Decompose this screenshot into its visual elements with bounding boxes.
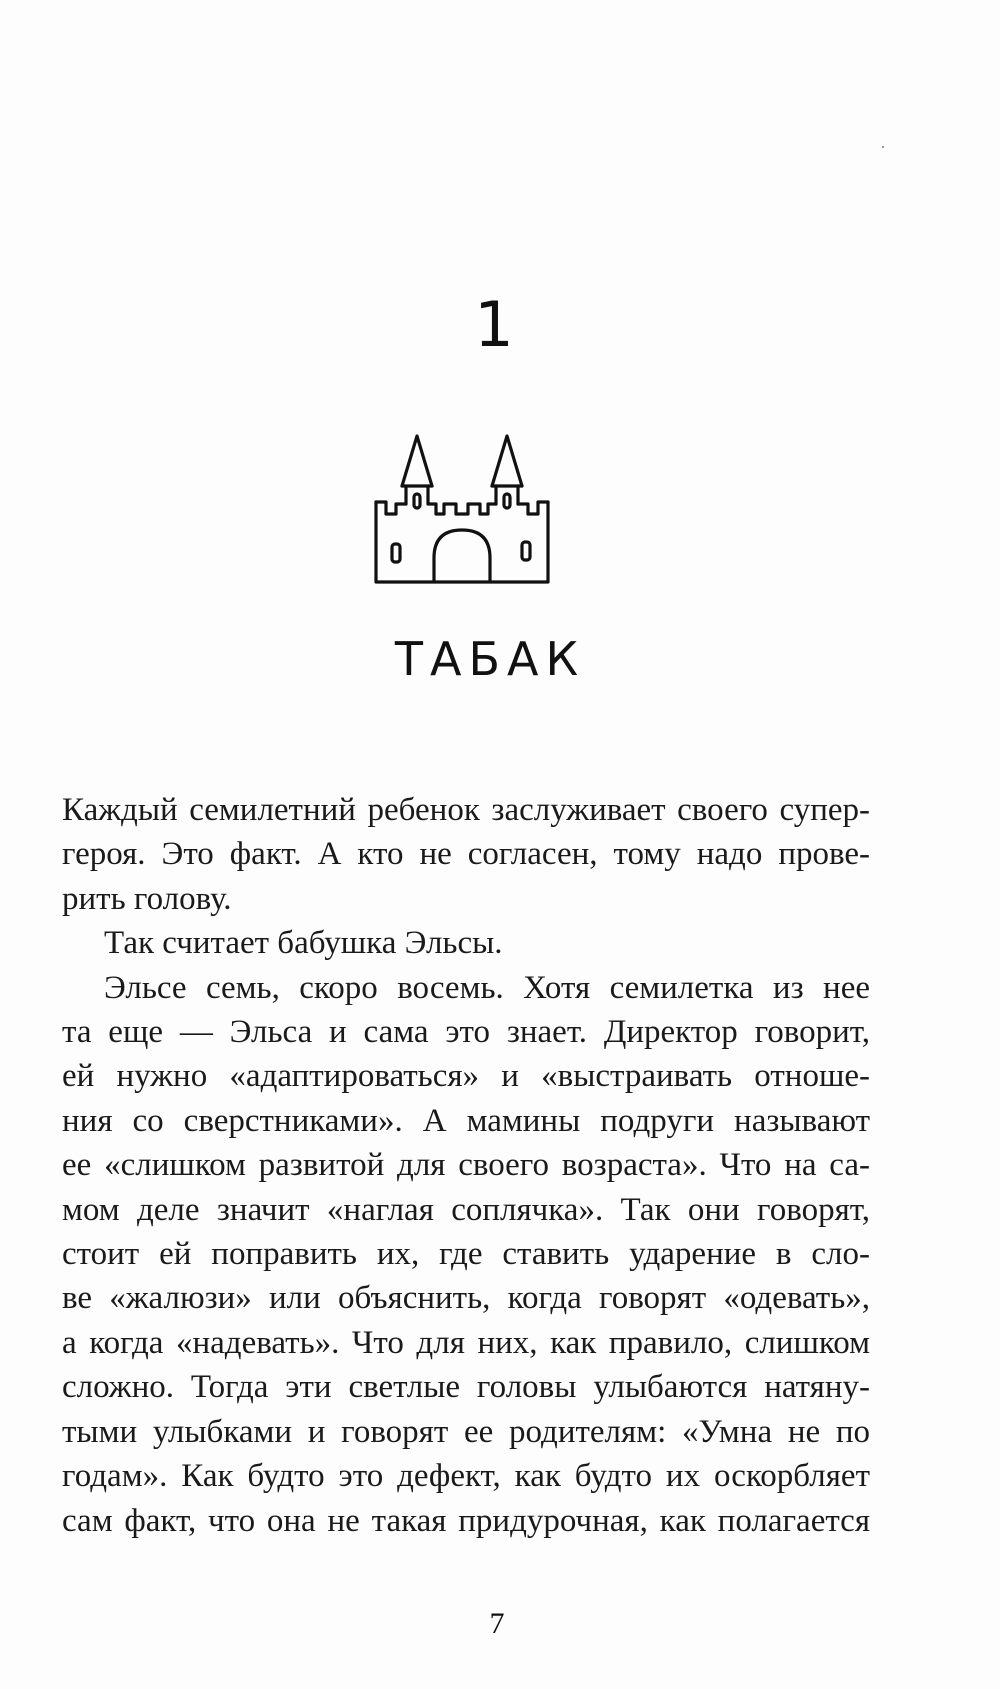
text-line: ве «жалюзи» или объяснить, когда говорят «одевать»,	[62, 1280, 870, 1317]
text-line: ей нужно «адаптироваться» и «выстраивать отноше-	[62, 1058, 870, 1095]
text-line: мом деле значит «наглая соплячка». Так они говорят,	[62, 1191, 870, 1228]
text-line: Эльсе семь, скоро восемь. Хотя семилетка из нее	[104, 969, 870, 1006]
text-line: сложно. Тогда эти светлые головы улыбаются натяну-	[62, 1369, 870, 1406]
page-number: 7	[489, 1607, 505, 1640]
text-line: рить голову.	[62, 880, 232, 917]
chapter-number: 1	[474, 288, 516, 361]
text-line: та еще — Эльса и сама это знает. Директор говорит,	[62, 1014, 870, 1051]
text-line: ния со сверстниками». А мамины подруги называют	[62, 1102, 870, 1139]
paragraph-2	[62, 921, 870, 965]
text-line: а когда «надевать». Что для них, как правило, слишком	[62, 1324, 870, 1361]
text-line: стоит ей поправить их, где ставить ударение в сло-	[62, 1236, 870, 1273]
text-line: годам». Как будто это дефект, как будто их оскорбляет	[62, 1458, 870, 1495]
text-line: героя. Это факт. А кто не согласен, тому надо прове-	[62, 836, 870, 873]
body-text	[62, 788, 870, 1543]
paragraph-3	[62, 966, 870, 1543]
text-line: ее «слишком развитой для своего возраста». Что на са-	[62, 1147, 870, 1184]
text-line: сам факт, что она не такая придурочная, как полагается	[62, 1502, 870, 1539]
castle-icon	[372, 434, 552, 604]
paragraph-1	[62, 788, 870, 921]
speck	[882, 146, 884, 148]
text-line: тыми улыбками и говорят ее родителям: «Умна не по	[62, 1413, 870, 1450]
text-line: Каждый семилетний ребенок заслуживает своего супер-	[62, 792, 870, 828]
text-line: Так считает бабушка Эльсы.	[104, 925, 503, 962]
chapter-title: ТАБАК	[394, 632, 586, 686]
